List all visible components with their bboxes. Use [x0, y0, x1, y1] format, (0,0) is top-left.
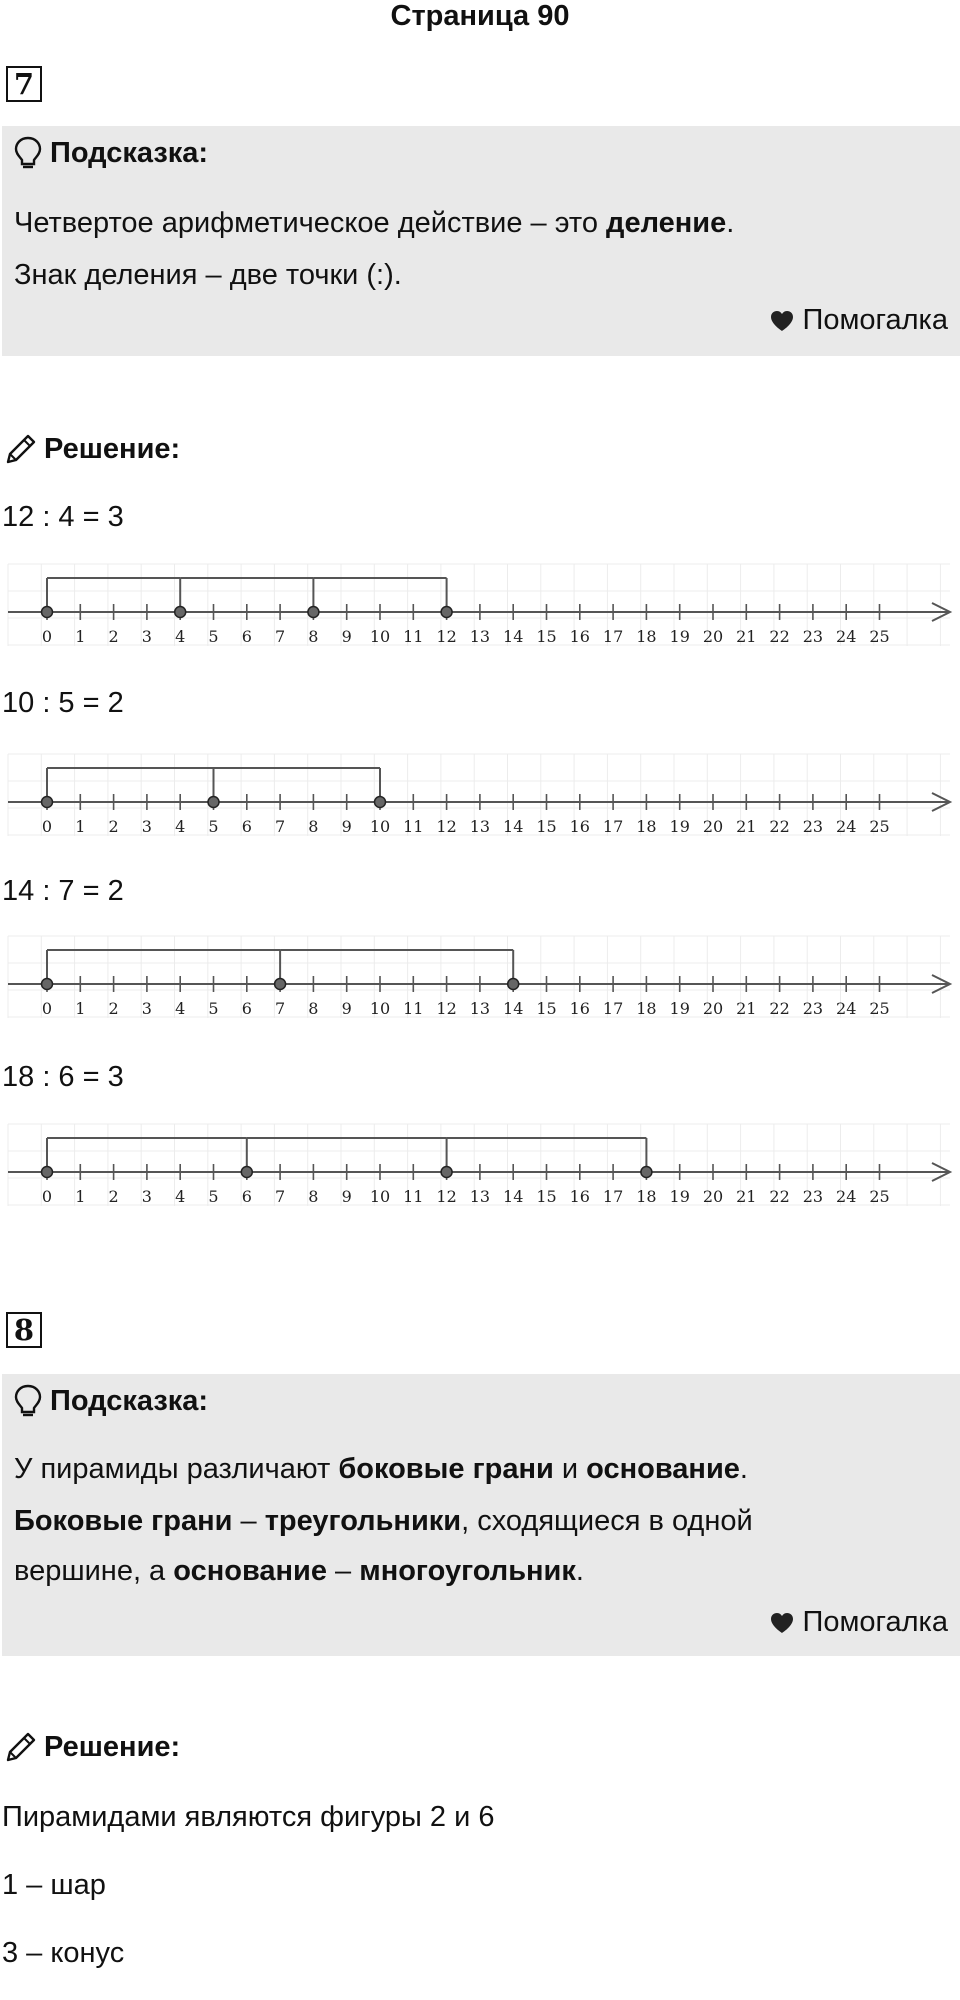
tick-label: 6 — [241, 627, 252, 646]
pencil-icon — [4, 432, 38, 466]
tick-label: 8 — [308, 999, 319, 1018]
tick-label: 23 — [802, 817, 824, 836]
page-title: Страница 90 — [390, 0, 570, 32]
tick-label: 8 — [308, 1187, 319, 1206]
hint-header — [14, 136, 208, 170]
heart-icon — [769, 309, 795, 333]
hint-line: Боковые грани – треугольники, сходящиеся в одной — [14, 1505, 753, 1537]
tick-label: 18 — [636, 1187, 657, 1206]
tick-label: 0 — [41, 1187, 53, 1206]
tick-label: 5 — [208, 1187, 219, 1206]
tick-label: 14 — [503, 999, 524, 1018]
tick-label: 18 — [636, 817, 657, 836]
answer-line: Пирамидами являются фигуры 2 и 6 — [2, 1801, 495, 1833]
tick-label: 9 — [341, 1187, 352, 1206]
tick-label: 17 — [602, 627, 624, 646]
tick-label: 13 — [469, 627, 491, 646]
tick-label: 2 — [108, 1187, 119, 1206]
tick-label: 24 — [836, 1187, 857, 1206]
tick-label: 19 — [669, 999, 690, 1018]
brand-text: Помогалка — [802, 1606, 948, 1638]
tick-label: 14 — [503, 817, 524, 836]
tick-label: 10 — [369, 817, 391, 836]
tick-label: 10 — [369, 627, 391, 646]
tick-label: 21 — [736, 999, 757, 1018]
mark-point — [208, 797, 219, 808]
tick-label: 13 — [469, 817, 491, 836]
tick-label: 25 — [869, 817, 890, 836]
tick-label: 3 — [141, 817, 152, 836]
tick-label: 11 — [403, 999, 424, 1018]
task-number-8: 8 — [6, 1312, 42, 1348]
brand-label — [769, 1606, 948, 1639]
tick-label: 0 — [41, 999, 53, 1018]
tick-label: 18 — [636, 627, 657, 646]
tick-label: 7 — [275, 627, 286, 646]
mark-point — [42, 1167, 53, 1178]
number-line — [0, 560, 960, 650]
mark-point — [275, 979, 286, 990]
hint-label: Подсказка: — [50, 1384, 209, 1417]
tick-label: 5 — [208, 999, 219, 1018]
tick-label: 20 — [702, 999, 724, 1018]
tick-label: 13 — [469, 1187, 491, 1206]
task-number-7: 7 — [6, 66, 42, 102]
tick-label: 9 — [341, 999, 352, 1018]
tick-label: 20 — [702, 1187, 724, 1206]
tick-label: 15 — [536, 1187, 557, 1206]
tick-label: 25 — [869, 627, 890, 646]
tick-label: 22 — [769, 627, 790, 646]
tick-label: 22 — [769, 1187, 790, 1206]
tick-label: 8 — [308, 627, 319, 646]
tick-label: 19 — [669, 817, 690, 836]
tick-label: 0 — [41, 627, 53, 646]
tick-label: 16 — [569, 1187, 590, 1206]
number-line — [0, 1120, 960, 1210]
tick-label: 11 — [403, 627, 424, 646]
tick-label: 11 — [403, 1187, 424, 1206]
tick-label: 1 — [75, 627, 86, 646]
tick-label: 21 — [736, 627, 757, 646]
hint-box-8 — [2, 1374, 960, 1656]
tick-label: 9 — [341, 817, 352, 836]
solution-header-8 — [4, 1730, 180, 1764]
mark-point — [241, 1167, 252, 1178]
tick-label: 2 — [108, 817, 119, 836]
hint-line: У пирамиды различают боковые грани и основание. — [14, 1453, 748, 1485]
tick-label: 16 — [569, 817, 590, 836]
solution-header-7 — [4, 432, 180, 466]
tick-label: 17 — [602, 1187, 624, 1206]
tick-label: 24 — [836, 999, 857, 1018]
tick-label: 17 — [602, 817, 624, 836]
tick-label: 17 — [602, 999, 624, 1018]
mark-point — [175, 607, 186, 618]
tick-label: 23 — [802, 1187, 824, 1206]
tick-label: 12 — [436, 999, 457, 1018]
tick-label: 12 — [436, 817, 457, 836]
mark-point — [42, 607, 53, 618]
tick-label: 23 — [802, 627, 824, 646]
equation: 10 : 5 = 2 — [2, 687, 124, 719]
tick-label: 6 — [241, 999, 252, 1018]
equation: 18 : 6 = 3 — [2, 1061, 124, 1093]
mark-point — [42, 797, 53, 808]
tick-label: 16 — [569, 999, 590, 1018]
tick-label: 21 — [736, 1187, 757, 1206]
hint-line: Знак деления – две точки (:). — [14, 259, 402, 291]
tick-label: 23 — [802, 999, 824, 1018]
tick-label: 5 — [208, 817, 219, 836]
hint-box-7 — [2, 126, 960, 356]
answer-line: 1 – шар — [2, 1869, 106, 1901]
tick-label: 2 — [108, 999, 119, 1018]
tick-label: 3 — [141, 1187, 152, 1206]
tick-label: 1 — [75, 817, 86, 836]
tick-label: 9 — [341, 627, 352, 646]
tick-label: 0 — [41, 817, 53, 836]
number-line — [0, 750, 960, 840]
solution-label: Решение: — [44, 1730, 181, 1763]
tick-label: 11 — [403, 817, 424, 836]
tick-label: 3 — [141, 999, 152, 1018]
tick-label: 10 — [369, 1187, 391, 1206]
tick-label: 24 — [836, 627, 857, 646]
tick-label: 4 — [175, 1187, 186, 1206]
tick-label: 4 — [175, 999, 186, 1018]
tick-label: 25 — [869, 999, 890, 1018]
tick-label: 6 — [241, 1187, 252, 1206]
tick-label: 7 — [275, 999, 286, 1018]
tick-label: 4 — [175, 627, 186, 646]
tick-label: 18 — [636, 999, 657, 1018]
mark-point — [375, 797, 386, 808]
tick-label: 7 — [275, 817, 286, 836]
mark-point — [441, 1167, 452, 1178]
equation: 12 : 4 = 3 — [2, 501, 124, 533]
tick-label: 15 — [536, 817, 557, 836]
tick-label: 5 — [208, 627, 219, 646]
tick-label: 19 — [669, 1187, 690, 1206]
tick-label: 12 — [436, 627, 457, 646]
tick-label: 14 — [503, 1187, 524, 1206]
tick-label: 3 — [141, 627, 152, 646]
tick-label: 20 — [702, 817, 724, 836]
tick-label: 10 — [369, 999, 391, 1018]
tick-label: 19 — [669, 627, 690, 646]
lightbulb-icon — [14, 136, 42, 170]
hint-line: Четвертое арифметическое действие – это деление. — [14, 207, 735, 239]
equation: 14 : 7 = 2 — [2, 875, 124, 907]
mark-point — [441, 607, 452, 618]
number-line — [0, 932, 960, 1022]
mark-point — [641, 1167, 652, 1178]
tick-label: 21 — [736, 817, 757, 836]
mark-point — [308, 607, 319, 618]
tick-label: 1 — [75, 1187, 86, 1206]
solution-label: Решение: — [44, 432, 181, 465]
tick-label: 24 — [836, 817, 857, 836]
tick-label: 22 — [769, 999, 790, 1018]
hint-label: Подсказка: — [50, 136, 209, 169]
hint-header — [14, 1384, 208, 1418]
lightbulb-icon — [14, 1384, 42, 1418]
tick-label: 14 — [503, 627, 524, 646]
mark-point — [508, 979, 519, 990]
tick-label: 13 — [469, 999, 491, 1018]
tick-label: 15 — [536, 999, 557, 1018]
tick-label: 1 — [75, 999, 86, 1018]
tick-label: 12 — [436, 1187, 457, 1206]
heart-icon — [769, 1611, 795, 1635]
brand-label — [769, 304, 948, 337]
tick-label: 6 — [241, 817, 252, 836]
brand-text: Помогалка — [802, 304, 948, 336]
tick-label: 22 — [769, 817, 790, 836]
tick-label: 16 — [569, 627, 590, 646]
tick-label: 7 — [275, 1187, 286, 1206]
mark-point — [42, 979, 53, 990]
answer-line: 3 – конус — [2, 1937, 125, 1969]
tick-label: 2 — [108, 627, 119, 646]
tick-label: 15 — [536, 627, 557, 646]
hint-line: вершине, а основание – многоугольник. — [14, 1555, 584, 1587]
tick-label: 20 — [702, 627, 724, 646]
pencil-icon — [4, 1730, 38, 1764]
tick-label: 4 — [175, 817, 186, 836]
tick-label: 25 — [869, 1187, 890, 1206]
tick-label: 8 — [308, 817, 319, 836]
